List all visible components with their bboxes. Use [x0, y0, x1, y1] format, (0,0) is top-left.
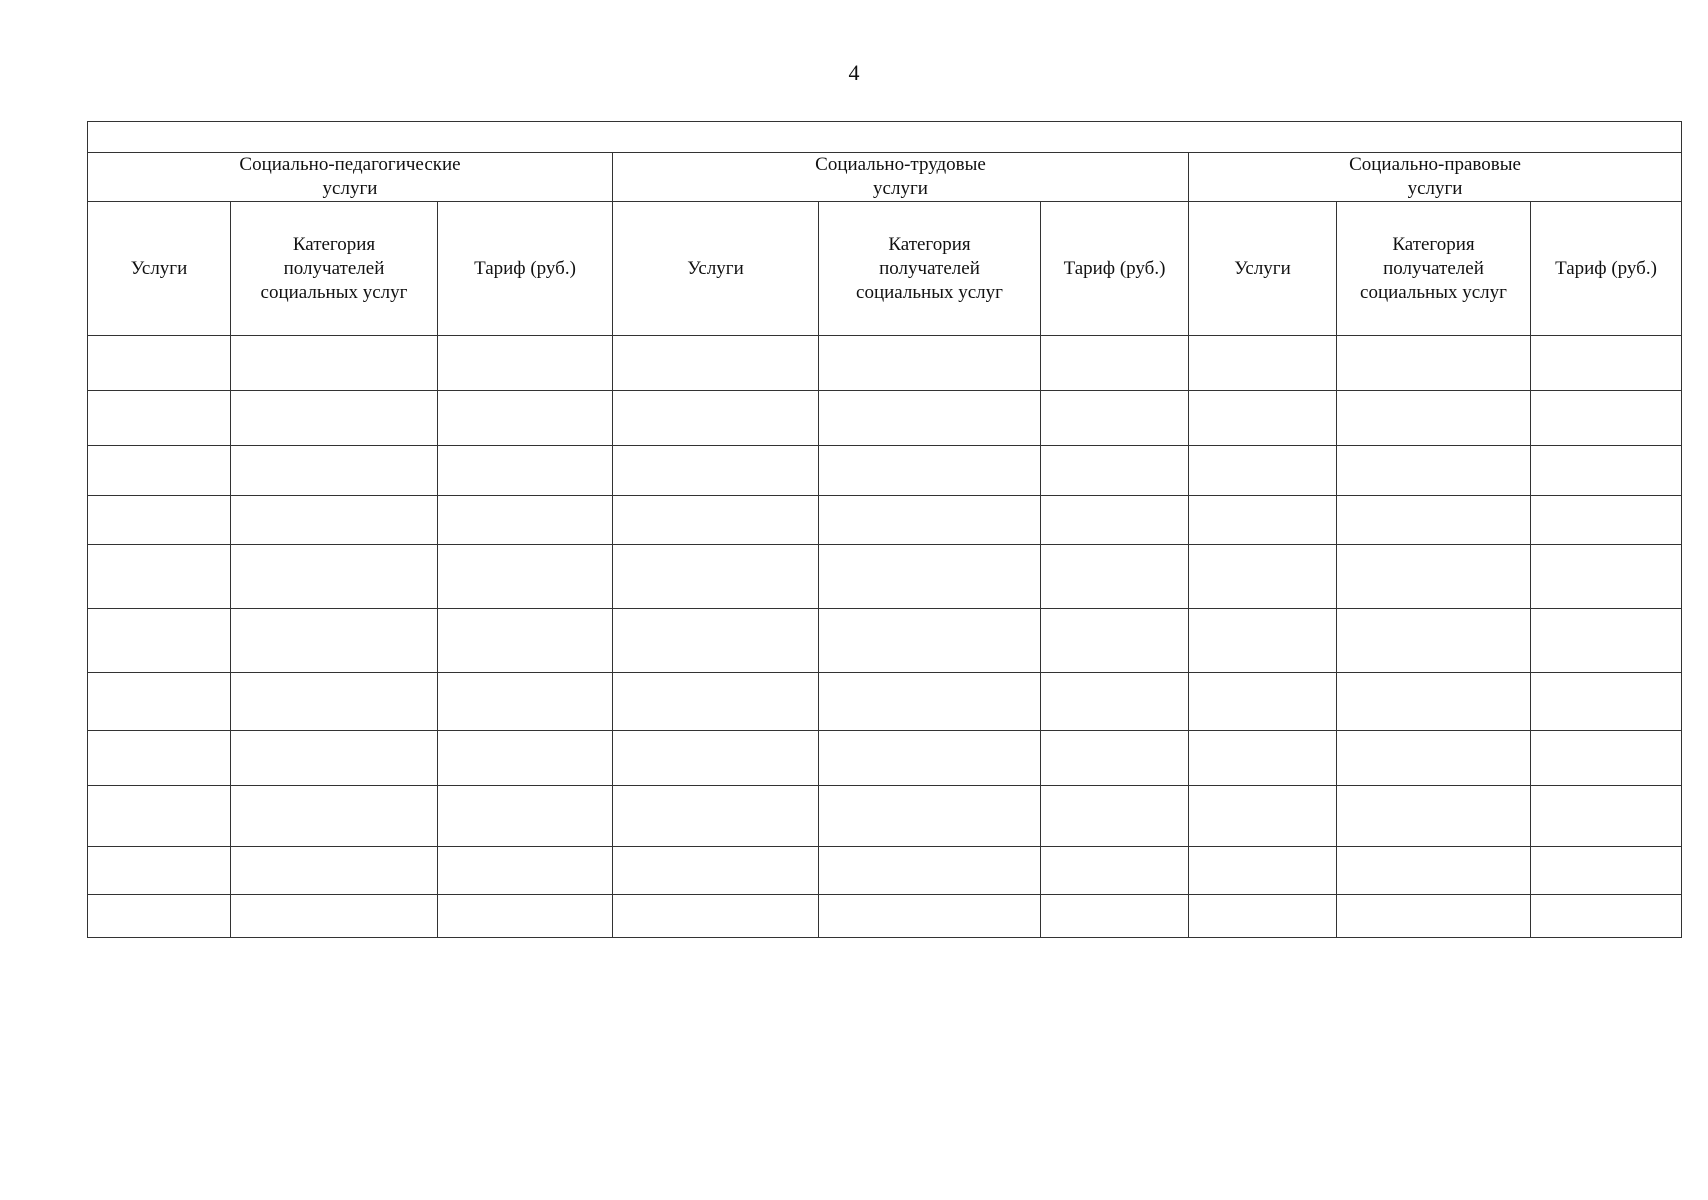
table-cell [88, 545, 231, 609]
table-cell [1531, 786, 1682, 847]
table-cell [613, 391, 819, 446]
table-cell [231, 336, 438, 391]
table-cell [88, 895, 231, 938]
table-cell [438, 731, 613, 786]
table-cell [819, 731, 1041, 786]
table-cell [613, 545, 819, 609]
table-cell [1189, 847, 1337, 895]
table-cell [438, 786, 613, 847]
col-header-tariff: Тариф (руб.) [438, 202, 613, 336]
table-cell [1041, 496, 1189, 545]
table-cell [1041, 391, 1189, 446]
column-header-row [88, 202, 1682, 336]
table-cell [1041, 895, 1189, 938]
table-cell [1531, 496, 1682, 545]
table-cell [438, 545, 613, 609]
col-header-services: Услуги [88, 202, 231, 336]
table-cell [438, 391, 613, 446]
category-line2: получателей [879, 257, 980, 279]
col-header-services: Услуги [613, 202, 819, 336]
group-title-line1: Социально-трудовые [815, 154, 986, 175]
category-line1: Категория [888, 233, 971, 255]
table-cell [88, 609, 231, 673]
table-cell [1337, 336, 1531, 391]
table-cell [231, 847, 438, 895]
table-row [88, 336, 1682, 391]
table-cell [1337, 391, 1531, 446]
table-cell [1337, 731, 1531, 786]
category-line1: Категория [1392, 233, 1475, 255]
table-row [88, 895, 1682, 938]
table-cell [1041, 673, 1189, 731]
category-line2: получателей [1383, 257, 1484, 279]
table-cell [819, 496, 1041, 545]
category-line2: получателей [283, 257, 385, 279]
table-row [88, 847, 1682, 895]
table-cell [1531, 673, 1682, 731]
table-cell [819, 545, 1041, 609]
table-cell [819, 895, 1041, 938]
group-title-line1: Социально-педагогические [239, 154, 461, 175]
table-cell [1531, 609, 1682, 673]
category-line3: социальных услуг [1360, 281, 1507, 303]
group-title-line2: услуги [322, 178, 378, 199]
table-cell [1189, 673, 1337, 731]
table-cell [1337, 496, 1531, 545]
table-cell [1041, 731, 1189, 786]
table-cell [1337, 895, 1531, 938]
col-header-category [231, 202, 438, 336]
group-title-line2: услуги [1407, 178, 1463, 199]
table-cell [819, 786, 1041, 847]
table-cell [613, 895, 819, 938]
table-row [88, 609, 1682, 673]
table-cell [1337, 609, 1531, 673]
table-cell [231, 895, 438, 938]
table-cell [1189, 446, 1337, 496]
table-row [88, 731, 1682, 786]
table-cell [88, 496, 231, 545]
table-cell [1041, 847, 1189, 895]
table-cell [1337, 545, 1531, 609]
group-header-row [88, 153, 1682, 202]
col-header-tariff: Тариф (руб.) [1041, 202, 1189, 336]
table-cell [1531, 847, 1682, 895]
table-cell [231, 391, 438, 446]
table-cell [613, 496, 819, 545]
table-cell [231, 786, 438, 847]
category-line3: социальных услуг [260, 281, 408, 303]
group-title-line2: услуги [873, 178, 928, 199]
group-header-pedagogical [88, 153, 613, 202]
table-cell [1531, 391, 1682, 446]
table-cell [613, 847, 819, 895]
category-line3: социальных услуг [856, 281, 1003, 303]
table-cell [819, 847, 1041, 895]
table-cell [613, 673, 819, 731]
table-row [88, 673, 1682, 731]
table-row [88, 786, 1682, 847]
table-cell [88, 786, 231, 847]
table-row [88, 545, 1682, 609]
table-cell [1531, 446, 1682, 496]
table-cell [438, 847, 613, 895]
table-cell [1041, 786, 1189, 847]
table-cell [1189, 609, 1337, 673]
group-header-labor [613, 153, 1189, 202]
services-tariff-table [87, 121, 1682, 938]
table-cell [231, 673, 438, 731]
table-top-cell [88, 122, 1682, 153]
group-header-legal [1189, 153, 1682, 202]
table-cell [438, 895, 613, 938]
table-cell [1189, 895, 1337, 938]
table-cell [1189, 545, 1337, 609]
table-cell [1337, 446, 1531, 496]
table-cell [1189, 336, 1337, 391]
table-cell [231, 496, 438, 545]
table-cell [88, 336, 231, 391]
group-title-line1: Социально-правовые [1349, 154, 1521, 175]
table-cell [1041, 545, 1189, 609]
table-cell [88, 847, 231, 895]
table-top-row [88, 122, 1682, 153]
category-line1: Категория [292, 233, 376, 255]
col-header-category [819, 202, 1041, 336]
col-header-category [1337, 202, 1531, 336]
table-cell [1337, 673, 1531, 731]
table-cell [1189, 496, 1337, 545]
table-cell [613, 336, 819, 391]
table-cell [438, 609, 613, 673]
table-cell [1531, 895, 1682, 938]
table-cell [613, 786, 819, 847]
table-cell [438, 336, 613, 391]
page-number: 4 [848, 60, 860, 85]
col-header-services: Услуги [1189, 202, 1337, 336]
table-cell [438, 446, 613, 496]
table-cell [88, 673, 231, 731]
table-cell [1531, 731, 1682, 786]
table-cell [438, 496, 613, 545]
table-row [88, 496, 1682, 545]
table-cell [231, 446, 438, 496]
table-row [88, 446, 1682, 496]
table-cell [1337, 847, 1531, 895]
table-cell [1041, 446, 1189, 496]
table-cell [613, 731, 819, 786]
col-header-tariff: Тариф (руб.) [1531, 202, 1682, 336]
table-cell [1041, 609, 1189, 673]
table-cell [819, 446, 1041, 496]
table-cell [231, 731, 438, 786]
table-cell [88, 446, 231, 496]
table-cell [819, 673, 1041, 731]
table-cell [438, 673, 613, 731]
table-cell [613, 609, 819, 673]
table-cell [1337, 786, 1531, 847]
table-row [88, 391, 1682, 446]
table-cell [88, 391, 231, 446]
table-cell [231, 609, 438, 673]
table-cell [88, 731, 231, 786]
table-cell [1189, 731, 1337, 786]
table-cell [1189, 391, 1337, 446]
table-cell [1041, 336, 1189, 391]
table-cell [1189, 786, 1337, 847]
table-cell [819, 336, 1041, 391]
table-cell [819, 609, 1041, 673]
table-cell [819, 391, 1041, 446]
table-cell [613, 446, 819, 496]
table-cell [231, 545, 438, 609]
table-cell [1531, 545, 1682, 609]
table-cell [1531, 336, 1682, 391]
